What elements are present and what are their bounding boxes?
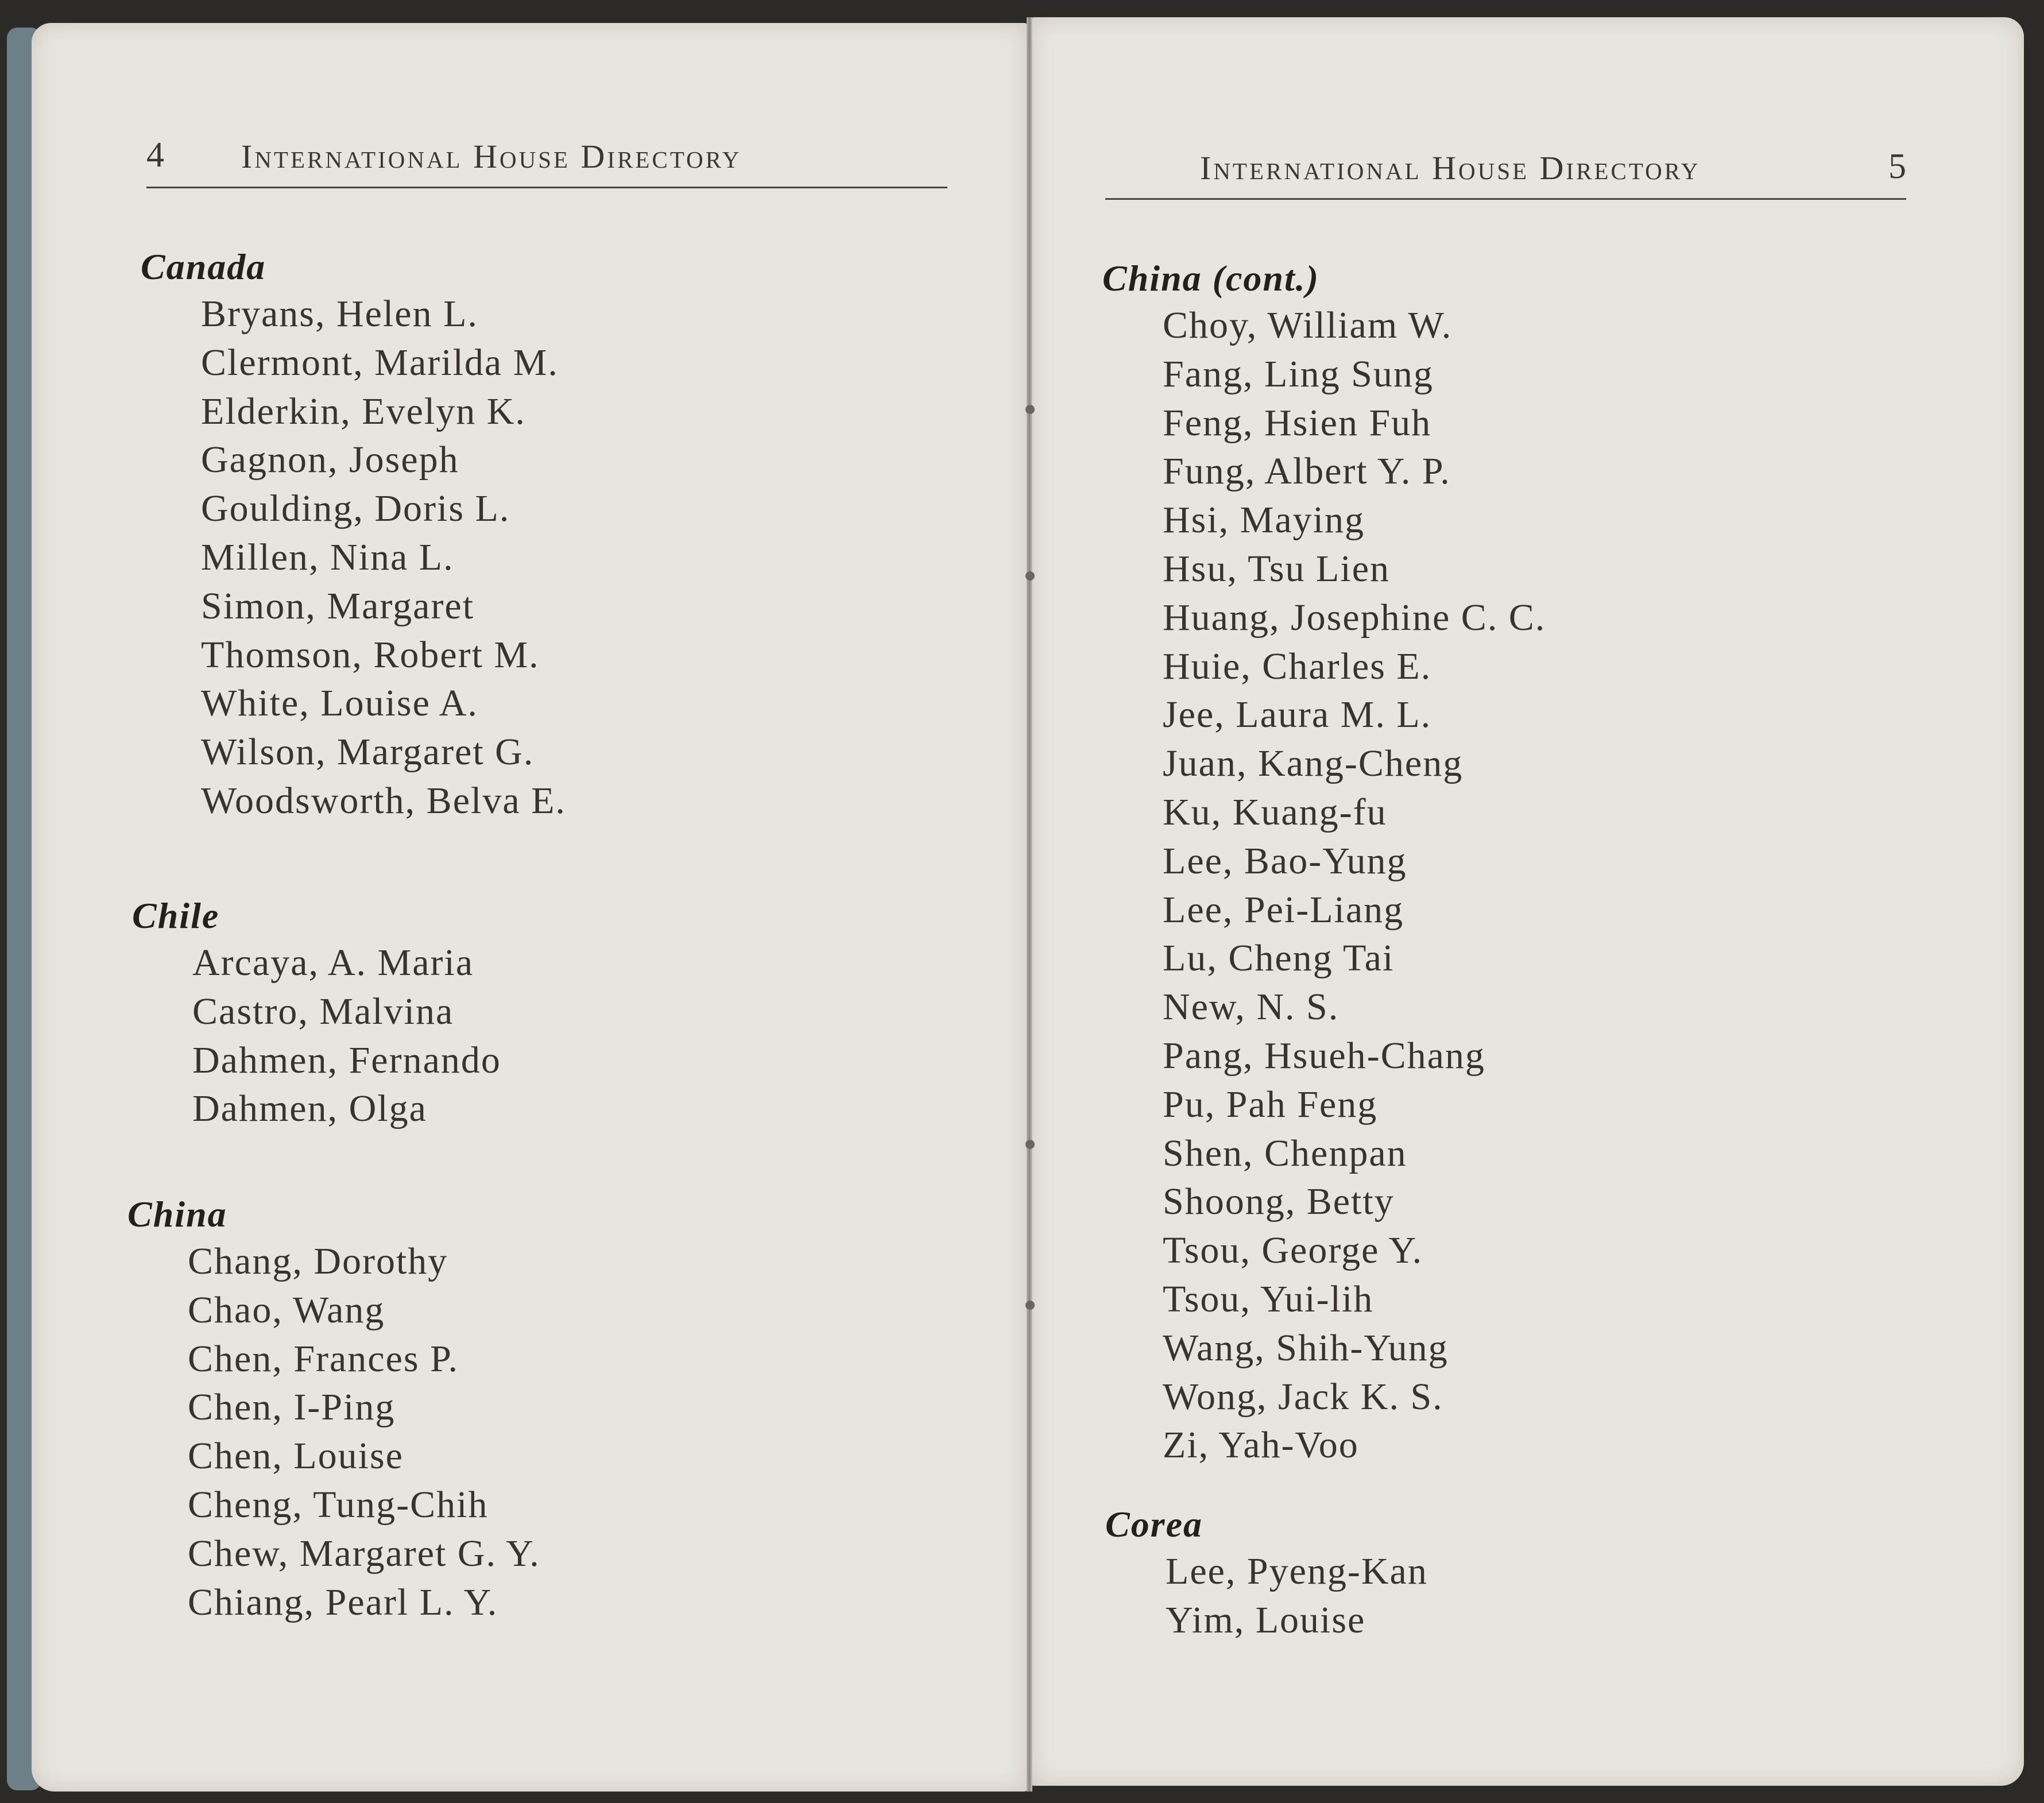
country-section-corea [1105, 1502, 1428, 1645]
list-item: Jee, Laura M. L. [1163, 694, 1432, 736]
page-number: 5 [1888, 147, 1906, 186]
list-item: Goulding, Doris L. [201, 487, 510, 530]
list-item: Woodsworth, Belva E. [201, 779, 566, 822]
name-list [127, 1237, 540, 1627]
list-item: Hsu, Tsu Lien [1163, 547, 1390, 590]
list-item: Wilson, Margaret G. [201, 731, 535, 773]
list-item: Castro, Malvina [192, 990, 454, 1032]
list-item: Shoong, Betty [1163, 1181, 1395, 1223]
list-item: Chiang, Pearl L. Y. [188, 1581, 498, 1623]
list-item: Arcaya, A. Maria [192, 942, 474, 984]
list-item: Chang, Dorothy [188, 1240, 448, 1282]
list-item: Pu, Pah Feng [1163, 1083, 1378, 1125]
running-title: International House Directory [241, 138, 742, 175]
page-number: 4 [146, 136, 164, 175]
list-item: Huie, Charles E. [1163, 645, 1432, 687]
list-item: Bryans, Helen L. [201, 293, 478, 335]
list-item: Chen, Louise [188, 1435, 404, 1477]
binding-stitch [1025, 1301, 1035, 1310]
list-item: Ku, Kuang-fu [1163, 791, 1387, 833]
list-item: Thomson, Robert M. [201, 633, 540, 676]
list-item: Choy, William W. [1163, 304, 1453, 346]
name-list [132, 939, 501, 1133]
list-item: Lu, Cheng Tai [1163, 937, 1395, 980]
right-page-header [1105, 146, 1906, 200]
name-list [141, 290, 566, 826]
list-item: New, N. S. [1163, 986, 1340, 1028]
list-item: Simon, Margaret [201, 585, 475, 627]
country-heading: China [127, 1194, 227, 1235]
list-item: Fang, Ling Sung [1163, 353, 1434, 395]
list-item: Dahmen, Fernando [192, 1039, 501, 1081]
left-page-header [146, 135, 947, 188]
country-section-china [127, 1191, 540, 1627]
list-item: Pang, Hsueh-Chang [1163, 1034, 1485, 1077]
list-item: Feng, Hsien Fuh [1163, 401, 1432, 444]
list-item: Wang, Shih-Yung [1163, 1326, 1449, 1369]
list-item: Chew, Margaret G. Y. [188, 1532, 540, 1574]
name-list [1102, 301, 1546, 1470]
name-list [1105, 1547, 1428, 1645]
list-item: Chao, Wang [188, 1289, 385, 1331]
country-section-canada [141, 244, 566, 826]
list-item: Lee, Pyeng-Kan [1166, 1550, 1428, 1592]
list-item: White, Louise A. [201, 682, 478, 725]
list-item: Huang, Josephine C. C. [1163, 596, 1546, 639]
list-item: Wong, Jack K. S. [1163, 1375, 1443, 1418]
country-heading: Corea [1105, 1504, 1203, 1545]
country-heading: Chile [132, 895, 220, 936]
list-item: Clermont, Marilda M. [201, 341, 559, 384]
list-item: Dahmen, Olga [192, 1088, 427, 1130]
list-item: Shen, Chenpan [1163, 1132, 1407, 1174]
list-item: Millen, Nina L. [201, 536, 454, 578]
country-heading: Canada [141, 246, 266, 287]
list-item: Fung, Albert Y. P. [1163, 450, 1451, 493]
list-item: Juan, Kang-Cheng [1163, 742, 1464, 785]
running-title: International House Directory [1200, 149, 1701, 187]
list-item: Chen, Frances P. [188, 1337, 459, 1380]
list-item: Chen, I-Ping [188, 1386, 396, 1429]
country-heading: China (cont.) [1102, 258, 1320, 299]
list-item: Hsi, Maying [1163, 499, 1365, 541]
country-section-chile [132, 893, 501, 1133]
binding-stitch [1025, 405, 1035, 414]
binding-stitch [1025, 571, 1035, 581]
binding-gutter [1027, 17, 1032, 1792]
list-item: Elderkin, Evelyn K. [201, 390, 526, 432]
list-item: Yim, Louise [1166, 1599, 1366, 1641]
country-section-china-cont [1102, 256, 1546, 1470]
list-item: Cheng, Tung-Chih [188, 1483, 489, 1526]
list-item: Zi, Yah-Voo [1163, 1424, 1359, 1467]
list-item: Tsou, George Y. [1163, 1229, 1423, 1272]
list-item: Lee, Pei-Liang [1163, 888, 1404, 931]
list-item: Tsou, Yui-lih [1163, 1278, 1374, 1320]
binding-stitch [1025, 1140, 1035, 1149]
list-item: Gagnon, Joseph [201, 439, 459, 481]
list-item: Lee, Bao-Yung [1163, 839, 1407, 882]
